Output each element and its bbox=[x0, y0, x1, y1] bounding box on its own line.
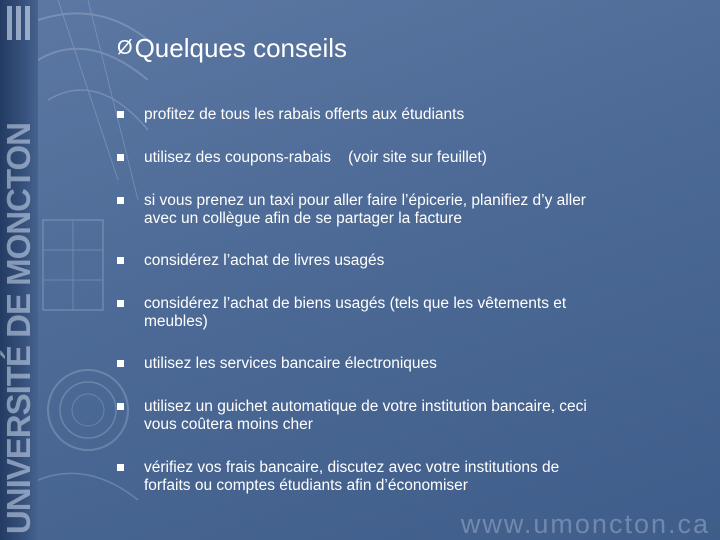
bullet-square-icon bbox=[117, 300, 124, 307]
bullet-square-icon bbox=[117, 360, 124, 367]
list-item bbox=[117, 459, 677, 495]
slide-title-text: Quelques conseils bbox=[134, 33, 348, 63]
list-item bbox=[117, 106, 677, 124]
list-item bbox=[117, 192, 677, 228]
list-item bbox=[117, 355, 677, 373]
bullet-square-icon bbox=[117, 111, 124, 118]
list-item bbox=[117, 398, 677, 434]
bullet-text: considérez l’achat de livres usagés bbox=[144, 252, 385, 269]
bullet-square-icon bbox=[117, 154, 124, 161]
website-watermark: www.umoncton.ca bbox=[460, 509, 710, 539]
bullet-text: profitez de tous les rabais offerts aux étudiants bbox=[144, 106, 465, 123]
bullet-text: considérez l’achat de biens usagés (tels que les vêtements et meubles) bbox=[144, 295, 567, 330]
bullet-square-icon bbox=[117, 403, 124, 410]
bullet-text: utilisez les services bancaire électroniques bbox=[144, 355, 437, 372]
bullet-square-icon bbox=[117, 197, 124, 204]
bullet-text: utilisez des coupons-rabais (voir site sur feuillet) bbox=[144, 149, 487, 166]
bullet-square-icon bbox=[117, 257, 124, 264]
bullet-square-icon bbox=[117, 464, 124, 471]
bullet-text: utilisez un guichet automatique de votre institution bancaire, ceci vous coûtera moins cher bbox=[144, 398, 587, 433]
title-arrow-icon: Ø bbox=[117, 37, 133, 59]
list-item bbox=[117, 149, 677, 167]
bullet-text: si vous prenez un taxi pour aller faire l’épicerie, planifiez d’y aller avec un collègue afin de se partager la facture bbox=[144, 192, 586, 227]
bullet-text: vérifiez vos frais bancaire, discutez avec votre institutions de forfaits ou comptes étudiants afin d’économiser bbox=[144, 459, 560, 494]
list-item bbox=[117, 295, 677, 331]
university-name-vertical: UNIVERSITÉ DE MONCTON bbox=[0, 122, 37, 534]
list-item bbox=[117, 252, 677, 270]
